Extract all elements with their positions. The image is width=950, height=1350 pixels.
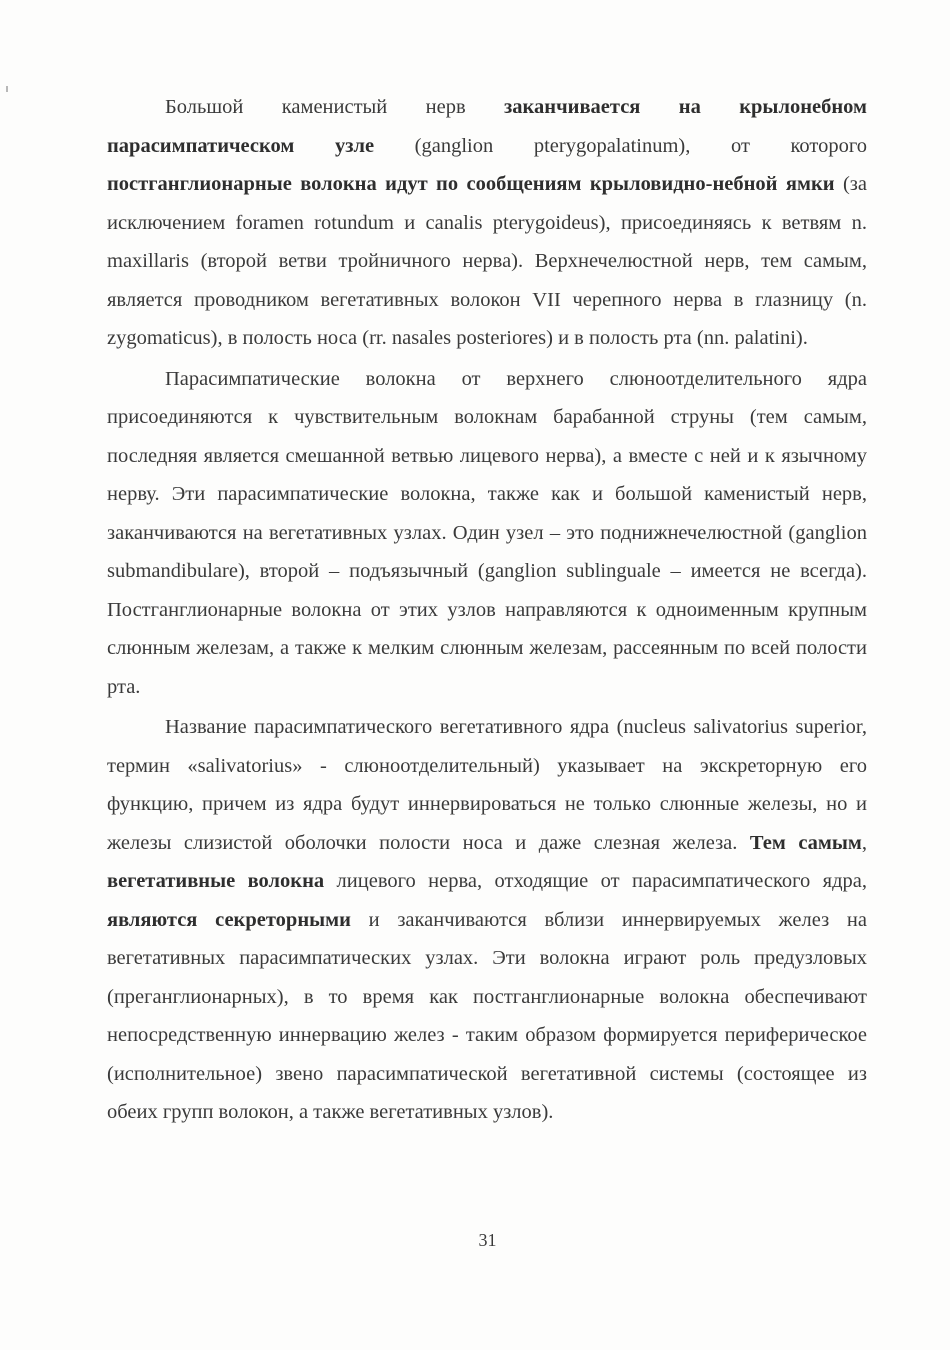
scan-edge-mark	[6, 86, 8, 92]
page-number: 31	[478, 1230, 497, 1250]
text-segment: Название парасимпатического вегетативного ядра (nucleus salivatorius superior, термин «salivatorius» - слюноотделительный) указывает на экскреторную его функцию, причем из ядра будут иннервироваться не только слюнные железы, но и железы слизистой оболочки полости носа и даже слезная железа.	[107, 716, 867, 854]
text-segment: (ganglion pterygopalatinum), от которого	[374, 134, 867, 157]
bold-text-segment: являются секреторными	[107, 908, 351, 931]
bold-text-segment: Тем самым	[749, 831, 862, 854]
text-segment: и заканчиваются вблизи иннервируемых желез на вегетативных парасимпатических узлах. Эти волокна играют роль предузловых (преганглионарных), в то время как постганглионарные волокна обеспечивают непосредственную иннервацию желез - таким образом формируется периферическое (исполнительное) звено парасимпатической вегетативной системы (состоящее из обеих групп волокон, а также вегетативных узлов).	[107, 908, 867, 1123]
text-segment: (за исключением foramen rotundum и canalis pterygoideus), присоединяясь к ветвям n. maxillaris (второй ветви тройничного нерва). Верхнечелюстной нерв, тем самым, является проводником вегетативных волокон VII черепного нерва в глазницу (n. zygomaticus), в полость носа (rr. nasales posteriores) и в полость рта (nn. palatini).	[107, 173, 867, 349]
bold-text-segment: вегетативные волокна	[107, 870, 325, 892]
text-segment: ,	[861, 831, 867, 854]
document-body	[107, 88, 867, 1132]
bold-text-segment: постганглионарные волокна идут по сообщениям крыловидно-небной ямки	[107, 173, 835, 195]
text-segment: лицевого нерва, отходящие от парасимпатического ядра,	[324, 870, 868, 892]
paragraph-1	[107, 88, 867, 358]
paragraph-3	[107, 708, 867, 1132]
text-segment: Парасимпатические волокна от верхнего слюноотделительного ядра присоединяются к чувствительным волокнам барабанной струны (тем самым, последняя является смешанной ветвью лицевого нерва), а вместе с ней и к язычному нерву. Эти парасимпатические волокна, также как и большой каменистый нерв, заканчиваются на вегетативных узлах. Один узел – это поднижнечелюстной (ganglion submandibulare), второй – подъязычный (ganglion sublinguale – имеется не всегда). Постганглионарные волокна от этих узлов направляются к одноименным крупным слюнным железам, а также к мелким слюнным железам, рассеянным по всей полости рта.	[107, 367, 867, 698]
paragraph-2	[107, 360, 867, 707]
text-segment: Большой каменистый нерв	[165, 96, 505, 118]
bold-text-segment: заканчивается на крылонебном парасимпатическом узле	[107, 96, 867, 157]
